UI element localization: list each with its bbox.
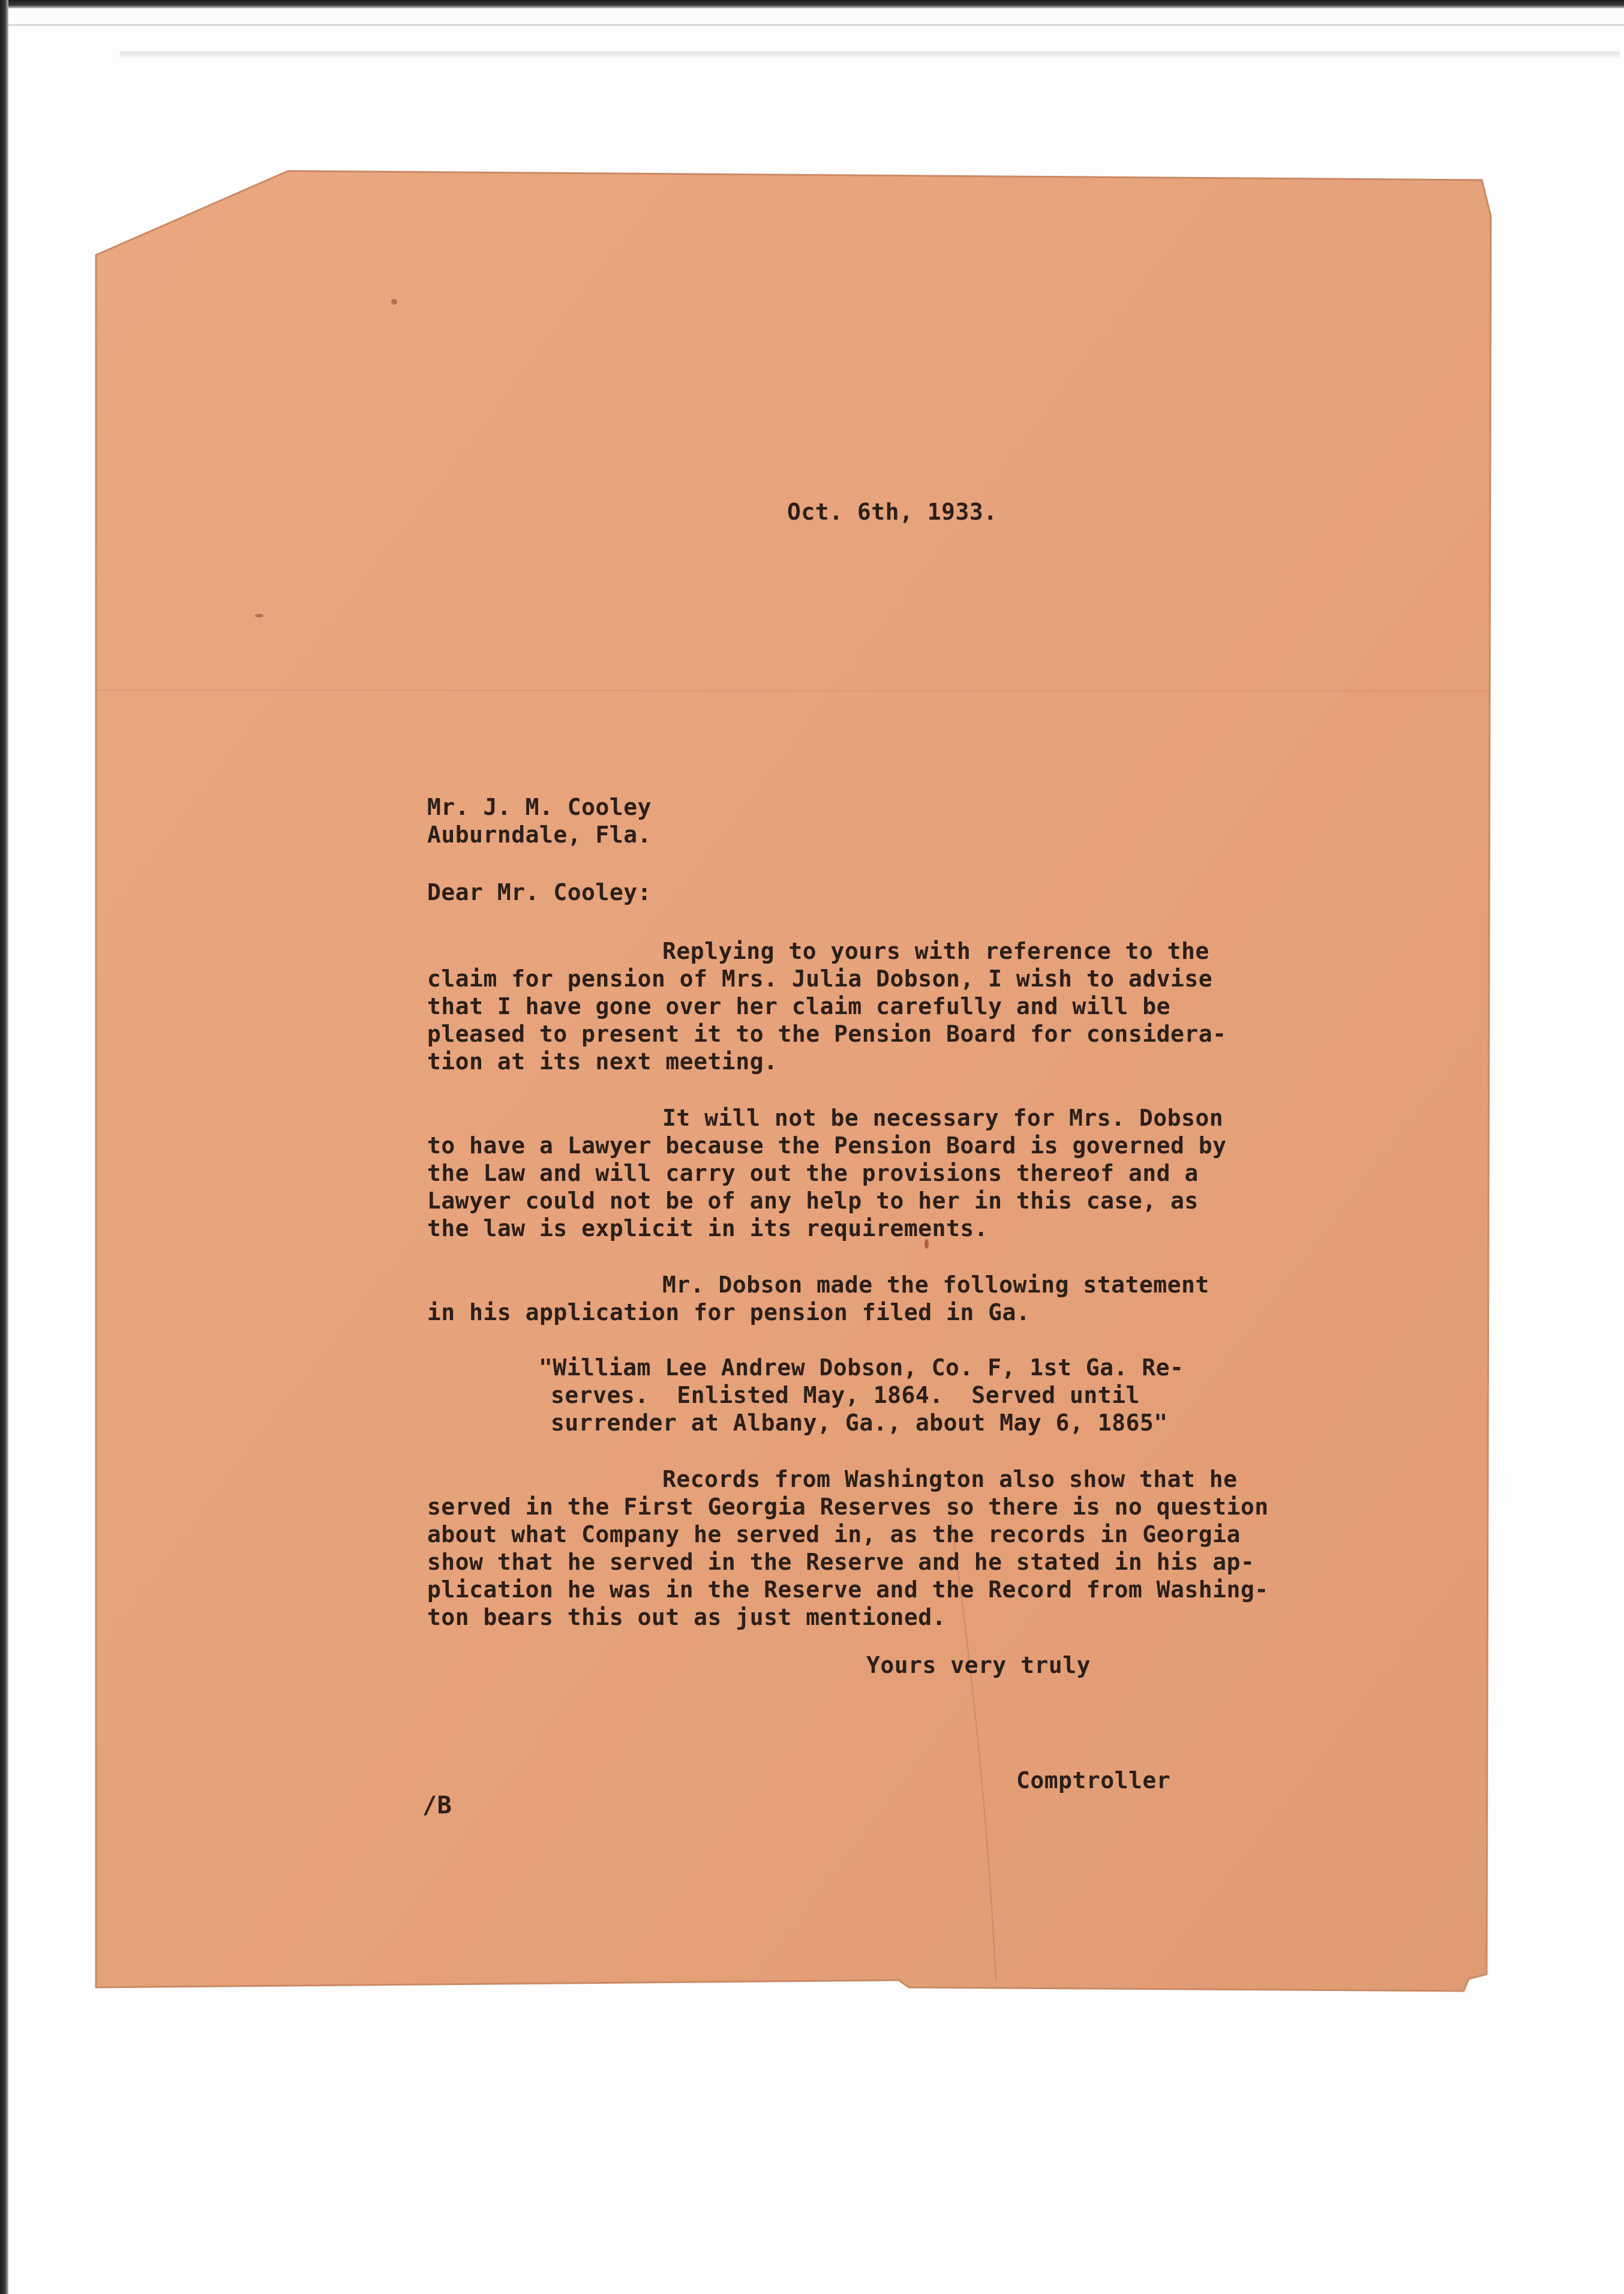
quoted-statement-line: surrender at Albany, Ga., about May 6, 1865" — [551, 1410, 1168, 1436]
signature-title: Comptroller — [1016, 1767, 1171, 1794]
paragraph-4-line: ton bears this out as just mentioned. — [427, 1604, 946, 1630]
quoted-statement-line: "William Lee Andrew Dobson, Co. F, 1st Ga. Re- — [539, 1354, 1184, 1381]
paragraph-1-line: that I have gone over her claim carefully and will be — [427, 993, 1171, 1019]
recipient-name: Mr. J. M. Cooley — [427, 794, 652, 820]
paragraph-2-line: Lawyer could not be of any help to her in this case, as — [427, 1188, 1199, 1214]
paragraph-1-line: claim for pension of Mrs. Julia Dobson, I wish to advise — [427, 965, 1213, 992]
paragraph-4-line: show that he served in the Reserve and he stated in his ap- — [427, 1549, 1255, 1575]
paragraph-2-line: It will not be necessary for Mrs. Dobson — [662, 1105, 1224, 1131]
paragraph-4-line: served in the First Georgia Reserves so there is no question — [427, 1494, 1269, 1520]
paragraph-2-line: to have a Lawyer because the Pension Board is governed by — [427, 1132, 1227, 1159]
paragraph-4-line: about what Company he served in, as the records in Georgia — [427, 1521, 1241, 1548]
paragraph-4-line: plication he was in the Reserve and the Record from Washing- — [427, 1576, 1269, 1603]
paragraph-3-line: in his application for pension filed in Ga. — [427, 1299, 1031, 1326]
quoted-statement-line: serves. Enlisted May, 1864. Served until — [551, 1382, 1140, 1408]
paragraph-4-line: Records from Washington also show that he — [662, 1466, 1238, 1492]
paragraph-1-line: tion at its next meeting. — [427, 1048, 778, 1075]
typist-initials: /B — [422, 1792, 452, 1819]
paragraph-1-line: Replying to yours with reference to the — [662, 938, 1209, 964]
complimentary-close: Yours very truly — [866, 1652, 1091, 1678]
paragraph-1-line: pleased to present it to the Pension Board for considera- — [427, 1021, 1227, 1047]
paragraph-2-line: the Law and will carry out the provisions thereof and a — [427, 1160, 1199, 1186]
paragraph-3-line: Mr. Dobson made the following statement — [662, 1272, 1209, 1298]
salutation: Dear Mr. Cooley: — [427, 879, 652, 905]
letter-date: Oct. 6th, 1933. — [787, 499, 998, 525]
paragraph-2-line: the law is explicit in its requirements. — [427, 1215, 989, 1242]
recipient-address: Auburndale, Fla. — [427, 821, 652, 848]
